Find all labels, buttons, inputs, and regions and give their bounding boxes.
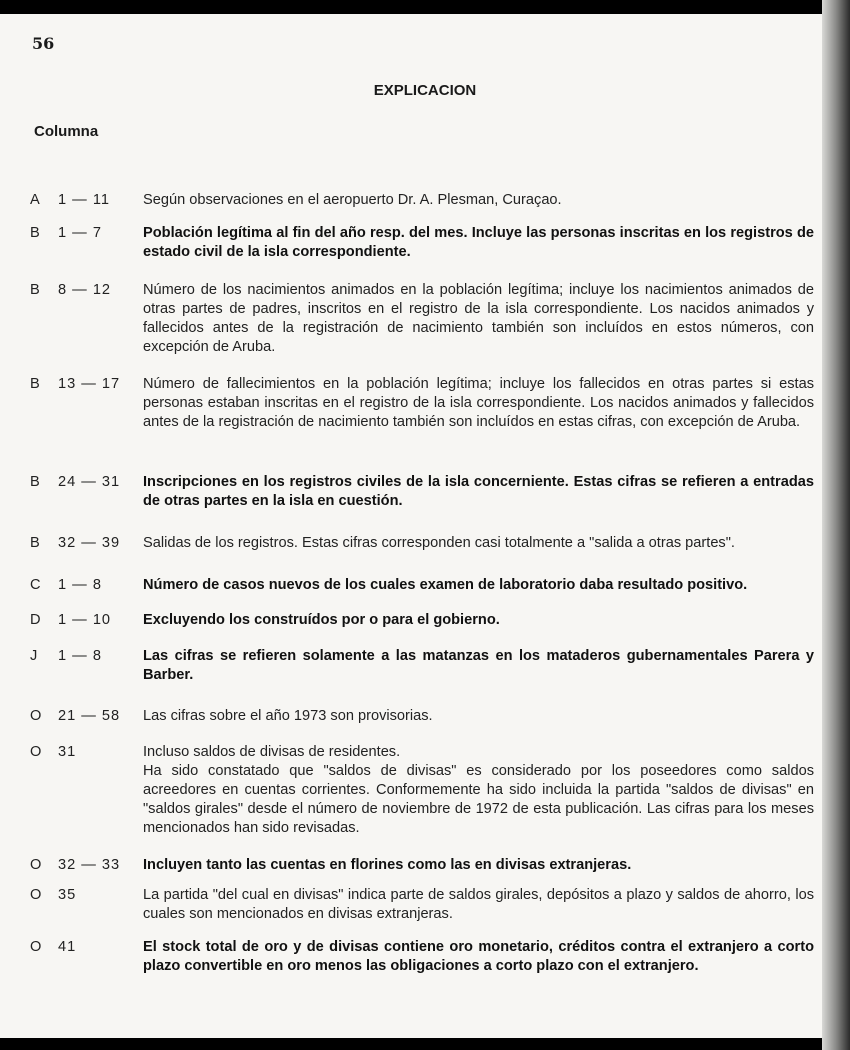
entry-table-key: O <box>30 857 42 873</box>
entry-table-key: B <box>30 282 40 298</box>
entry-table-key: B <box>30 376 40 392</box>
explanation-entry <box>30 375 814 432</box>
entry-table-key: C <box>30 577 41 593</box>
entry-column-range: 13 — 17 <box>58 376 121 392</box>
entry-table-key: O <box>30 887 42 903</box>
explanation-entry <box>30 473 814 511</box>
entry-table-key: O <box>30 744 42 760</box>
entry-column-range: 1 — 8 <box>58 648 102 664</box>
entry-text <box>143 473 814 511</box>
explanation-entry <box>30 576 814 595</box>
entry-column-range: 35 <box>58 887 77 903</box>
explanation-entry <box>30 224 814 262</box>
entry-text <box>143 707 814 726</box>
entry-text <box>143 281 814 357</box>
entry-text <box>143 856 814 875</box>
entry-table-key: O <box>30 939 42 955</box>
document-page <box>0 14 822 1038</box>
explanation-entry <box>30 938 814 976</box>
entry-text <box>143 375 814 432</box>
entry-text <box>143 534 814 553</box>
explanation-entry <box>30 611 814 630</box>
entry-table-key: B <box>30 474 40 490</box>
entry-column-range: 24 — 31 <box>58 474 121 490</box>
entry-paragraph: Según observaciones en el aeropuerto Dr. A. Plesman, Curaçao. <box>143 192 562 208</box>
explanation-entry <box>30 281 814 357</box>
entry-table-key: A <box>30 192 40 208</box>
entry-text <box>143 886 814 924</box>
page-binding-edge <box>822 0 850 1050</box>
page-number: 56 <box>32 34 55 53</box>
explanation-entry <box>30 647 814 685</box>
explanation-entry <box>30 856 814 875</box>
entry-column-range: 1 — 8 <box>58 577 102 593</box>
entry-text <box>143 743 814 838</box>
entry-table-key: B <box>30 225 40 241</box>
entry-column-range: 21 — 58 <box>58 708 121 724</box>
entry-text <box>143 938 814 976</box>
page-title: EXPLICACION <box>373 82 477 99</box>
entry-paragraph: Número de casos nuevos de los cuales examen de laboratorio daba resultado positivo. <box>143 577 748 593</box>
entry-table-key: J <box>30 648 38 664</box>
entry-paragraph: Excluyendo los construídos por o para el gobierno. <box>143 612 500 628</box>
explanation-entry <box>30 707 814 726</box>
entry-column-range: 31 <box>58 744 77 760</box>
entry-paragraph: Incluyen tanto las cuentas en florines como las en divisas extranjeras. <box>143 857 632 873</box>
entry-text <box>143 224 814 262</box>
entry-paragraph: La partida "del cual en divisas" indica parte de saldos girales, depósitos a plazo y saldos de ahorro, los cuales son mencionados en divisas extranjeras. <box>143 887 814 922</box>
entry-text <box>143 647 814 685</box>
explanation-entry <box>30 743 814 838</box>
entry-paragraph: Salidas de los registros. Estas cifras corresponden casi totalmente a "salida a otras partes". <box>143 535 735 551</box>
entry-table-key: O <box>30 708 42 724</box>
entry-text <box>143 611 814 630</box>
entry-column-range: 1 — 7 <box>58 225 102 241</box>
entry-paragraph: Inscripciones en los registros civiles de la isla concerniente. Estas cifras se refieren a entradas de otras partes en la isla en cuestión. <box>143 474 814 509</box>
entry-column-range: 1 — 10 <box>58 612 112 628</box>
explanation-entry <box>30 886 814 924</box>
column-header: Columna <box>34 123 99 140</box>
entry-table-key: D <box>30 612 41 628</box>
entry-table-key: B <box>30 535 40 551</box>
entry-column-range: 8 — 12 <box>58 282 112 298</box>
entry-paragraph: Las cifras sobre el año 1973 son provisorias. <box>143 708 433 724</box>
entry-paragraph: Las cifras se refieren solamente a las matanzas en los mataderos gubernamentales Parera y Barber. <box>143 648 814 683</box>
entry-paragraph: Número de fallecimientos en la población legítima; incluye los fallecidos en otras partes si estas personas estaban inscritas en el registro de la isla correspondiente. Los nacidos animados y fallecidos antes de la registración de nacimiento también son incluídos en estas cifras, con excepción de Aruba. <box>143 376 814 430</box>
entry-text <box>143 191 814 210</box>
entry-paragraph: El stock total de oro y de divisas contiene oro monetario, créditos contra el extranjero a corto plazo convertible en oro menos las obligaciones a corto plazo con el extranjero. <box>143 939 814 974</box>
entry-column-range: 1 — 11 <box>58 192 110 208</box>
entry-column-range: 32 — 39 <box>58 535 121 551</box>
entry-text <box>143 576 814 595</box>
entry-column-range: 32 — 33 <box>58 857 121 873</box>
entry-column-range: 41 <box>58 939 77 955</box>
explanation-entry <box>30 191 814 210</box>
entry-paragraph: Número de los nacimientos animados en la población legítima; incluye los nacimientos animados de otras partes de padres, inscritos en el registro de la isla correspondiente. Los nacidos animados y fallecidos antes de la registración de nacimiento también son incluídos en estos números, con excepción de Aruba. <box>143 282 814 355</box>
entry-paragraph: Ha sido constatado que "saldos de divisas" es considerado por los poseedores como saldos acreedores en cuentas corrientes. Conformemente ha sido incluida la partida "saldos de divisas" en "saldos girales" desde el número de noviembre de 1972 de esta publicación. Las cifras para los meses mencionados han sido revisadas. <box>143 763 814 836</box>
entry-paragraph: Incluso saldos de divisas de residentes. <box>143 744 401 760</box>
explanation-entry <box>30 534 814 553</box>
entry-paragraph: Población legítima al fin del año resp. del mes. Incluye las personas inscritas en los registros de estado civil de la isla correspondiente. <box>143 225 814 260</box>
